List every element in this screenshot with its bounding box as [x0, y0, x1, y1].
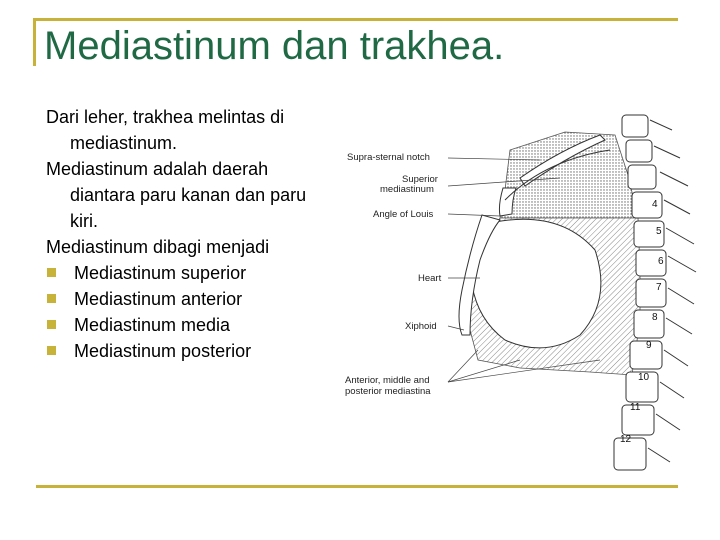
bullet-item	[46, 260, 336, 286]
body-paragraph: Dari leher, trakhea melintas di mediastinum.	[46, 107, 285, 153]
bullet-text: Mediastinum media	[74, 315, 231, 335]
label-mediastina: posterior mediastina	[345, 386, 431, 397]
label-mediastina: Anterior, middle and	[345, 375, 430, 386]
slide-body	[46, 104, 336, 364]
square-bullet-icon	[47, 320, 56, 329]
vertebra-number: 5	[656, 226, 662, 237]
vertebra-number: 6	[658, 256, 664, 267]
bullet-item	[46, 338, 336, 364]
slide-title: Mediastinum dan trakhea.	[44, 24, 505, 68]
label-angle-of-louis: Angle of Louis	[373, 209, 434, 220]
label-superior-mediastinum: mediastinum	[380, 184, 434, 195]
bullet-text: Mediastinum superior	[74, 263, 247, 283]
vertebra-number: 12	[620, 434, 632, 445]
vertebra-number: 11	[630, 402, 641, 413]
vertebra-number: 8	[652, 312, 658, 323]
bullet-list	[46, 260, 336, 364]
body-paragraph: Mediastinum adalah daerah diantara paru kanan dan paru kiri.	[46, 159, 307, 231]
bullet-item	[46, 286, 336, 312]
square-bullet-icon	[47, 294, 56, 303]
bullet-text: Mediastinum posterior	[74, 341, 252, 361]
label-suprasternal-notch: Supra-sternal notch	[347, 152, 430, 163]
superior-mediastinum-region	[500, 132, 638, 218]
vertebra-number: 10	[638, 372, 650, 383]
frame-bottom-line	[36, 485, 678, 488]
label-heart: Heart	[418, 273, 442, 284]
bullet-text: Mediastinum anterior	[74, 289, 243, 309]
bullet-item	[46, 312, 336, 338]
label-xiphoid: Xiphoid	[405, 321, 437, 332]
vertebra-number: 4	[652, 199, 658, 210]
square-bullet-icon	[47, 268, 56, 277]
label-superior-mediastinum: Superior	[402, 174, 438, 185]
frame-top-line	[33, 18, 678, 21]
square-bullet-icon	[47, 346, 56, 355]
frame-left-line	[33, 18, 36, 66]
mediastinum-diagram	[338, 100, 708, 480]
vertebra-number: 9	[646, 340, 652, 351]
vertebra-number: 7	[656, 282, 662, 293]
body-paragraph: Mediastinum dibagi menjadi	[46, 237, 270, 257]
